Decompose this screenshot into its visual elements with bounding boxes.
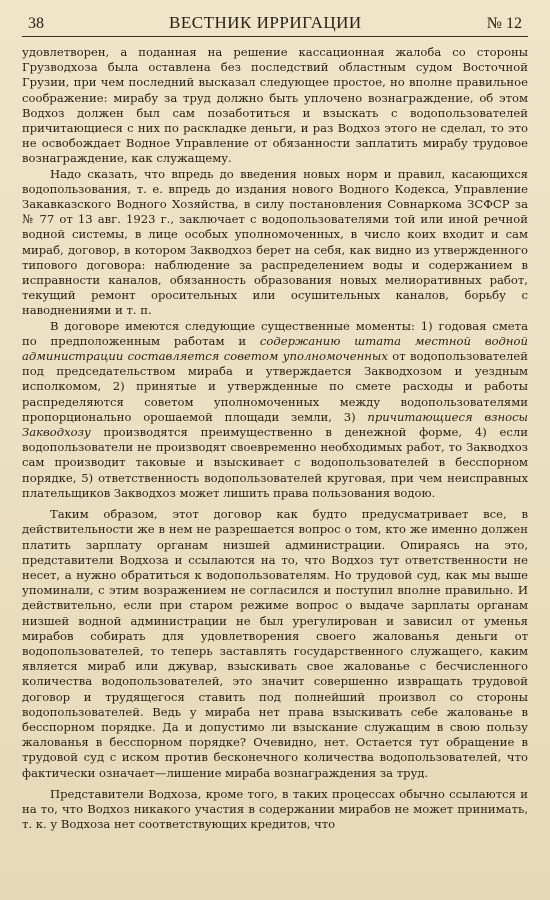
text-run: удовлетворен, а поданная на решение кассационная жалоба со стороны Грузводхоза была оставлена без последствий областным судом Восточной Грузии, при чем последний высказал следующее простое, но вполне правильное соображение: мирабу за труд должно быть уплочено вознаграждение, об этом Водхоз должен был сам позаботиться и взыскать с водопользователей причитающиеся с них по раскладке деньги, и раз Водхоз этого не сделал, то это не освобождает Водное Управление от обязанности заплатить мирабу трудовое вознаграждение, как служащему.: [22, 45, 528, 166]
issue-number: № 12: [486, 15, 522, 32]
text-run: Представители Водхоза, кроме того, в таких процессах обычно ссылаются и на то, что Водхоз никакого участия в содержании мирабов не может принимать, т. к. у Водхоза нет соответствующих кредитов, что: [22, 786, 528, 832]
paragraph: [22, 45, 528, 167]
paragraph: [22, 787, 528, 833]
text-run: В договоре имеются следующие существенные моменты: 1) годовая смета по предположенным работам и: [22, 318, 528, 348]
emphasized-text: причитающиеся взносы Закводхозу: [22, 409, 528, 440]
paragraph: [22, 507, 528, 781]
text-run: от водопользователей под председательством мираба и утверждается Закводхозом и уездным исполкомом, 2) принятые и утвержденные по смете расходы и работы распределяются советом уполномоченных между водопользователями пропорционально орошаемой площади земли, 3): [22, 349, 528, 424]
paragraph: [22, 167, 528, 319]
text-run: Надо сказать, что впредь до введения новых норм и правил, касающихся водопользования, т. е. впредь до издания нового Водного Кодекса, Управление Закавказского Водного Хозяйства, в силу постановления Совнаркома ЗСФСР за № 77 от 13 авг. 1923 г., заключает с водопользователями той или иной речной водной системы, в лице особых уполномоченных, в число коих входит и сам мираб, договор, в котором Закводхоз берет на себя, как видно из утвержденного типового договора: наблюдение за распределением воды и содержанием в исправности каналов, обязанность образования новых мелиоративных работ, текущий ремонт оросительных или осушительных каналов, борьбу с наводнениями и т. п.: [22, 166, 528, 318]
journal-title: ВЕСТНИК ИРРИГАЦИИ: [169, 13, 362, 32]
text-run: Таким образом, этот договор как будто предусматривает все, в действительности же в нем не разрешается вопрос о том, кто же именно должен платить зарплату органам низшей администрации. Опираясь на это, представители Водхоза и ссылаются на то, что Водхоз тут ответственности не несет, а нужно обратиться к водопользователям. Но трудовой суд, как мы выше упоминали, с этим возражением не согласился и поступил вполне правильно. И действительно, если при старом режиме вопрос о выдаче зарплаты органам низшей водной администрации не был урегулирован и зависил от уменья мирабов собирать для удовлетворения своего жалованья деньги от водопользователей, то теперь заставлять государственного служащего, каким является мираб или джувар, взыскивать свое жалованье с бесчисленного количества водопользователей, это значит совершенно извращать трудовой договор и трудящегося ставить под полнейший произвол со стороны водопользователей. Ведь у мираба нет права взыскивать себе жалованье в бесспорном порядке. Да и допустимо ли взыскание служащим в свою пользу жалованья в бесспорном порядке? Очевидно, нет. Остается тут обращение в трудовой суд с иском против бесконечного количества водопользователей, что фактически означает—лишение мираба вознаграждения за труд.: [22, 507, 528, 780]
page-number: 38: [28, 15, 44, 32]
paragraph: [22, 319, 528, 501]
emphasized-text: содержанию штата местной водной администрации составляется советом уполномоченных: [22, 333, 528, 364]
article-body: [22, 45, 528, 832]
page-header: [22, 14, 528, 37]
text-run: производятся преимущественно в денежной форме, 4) если водопользователи не производят своевременно необходимых работ, то Закводхоз сам производит таковые и взыскивает с водопользователей в бесспорном порядке, 5) ответственность водопользователей круговая, при чем неисправных плательщиков Закводхоз может лишить права пользования водою.: [22, 425, 528, 500]
